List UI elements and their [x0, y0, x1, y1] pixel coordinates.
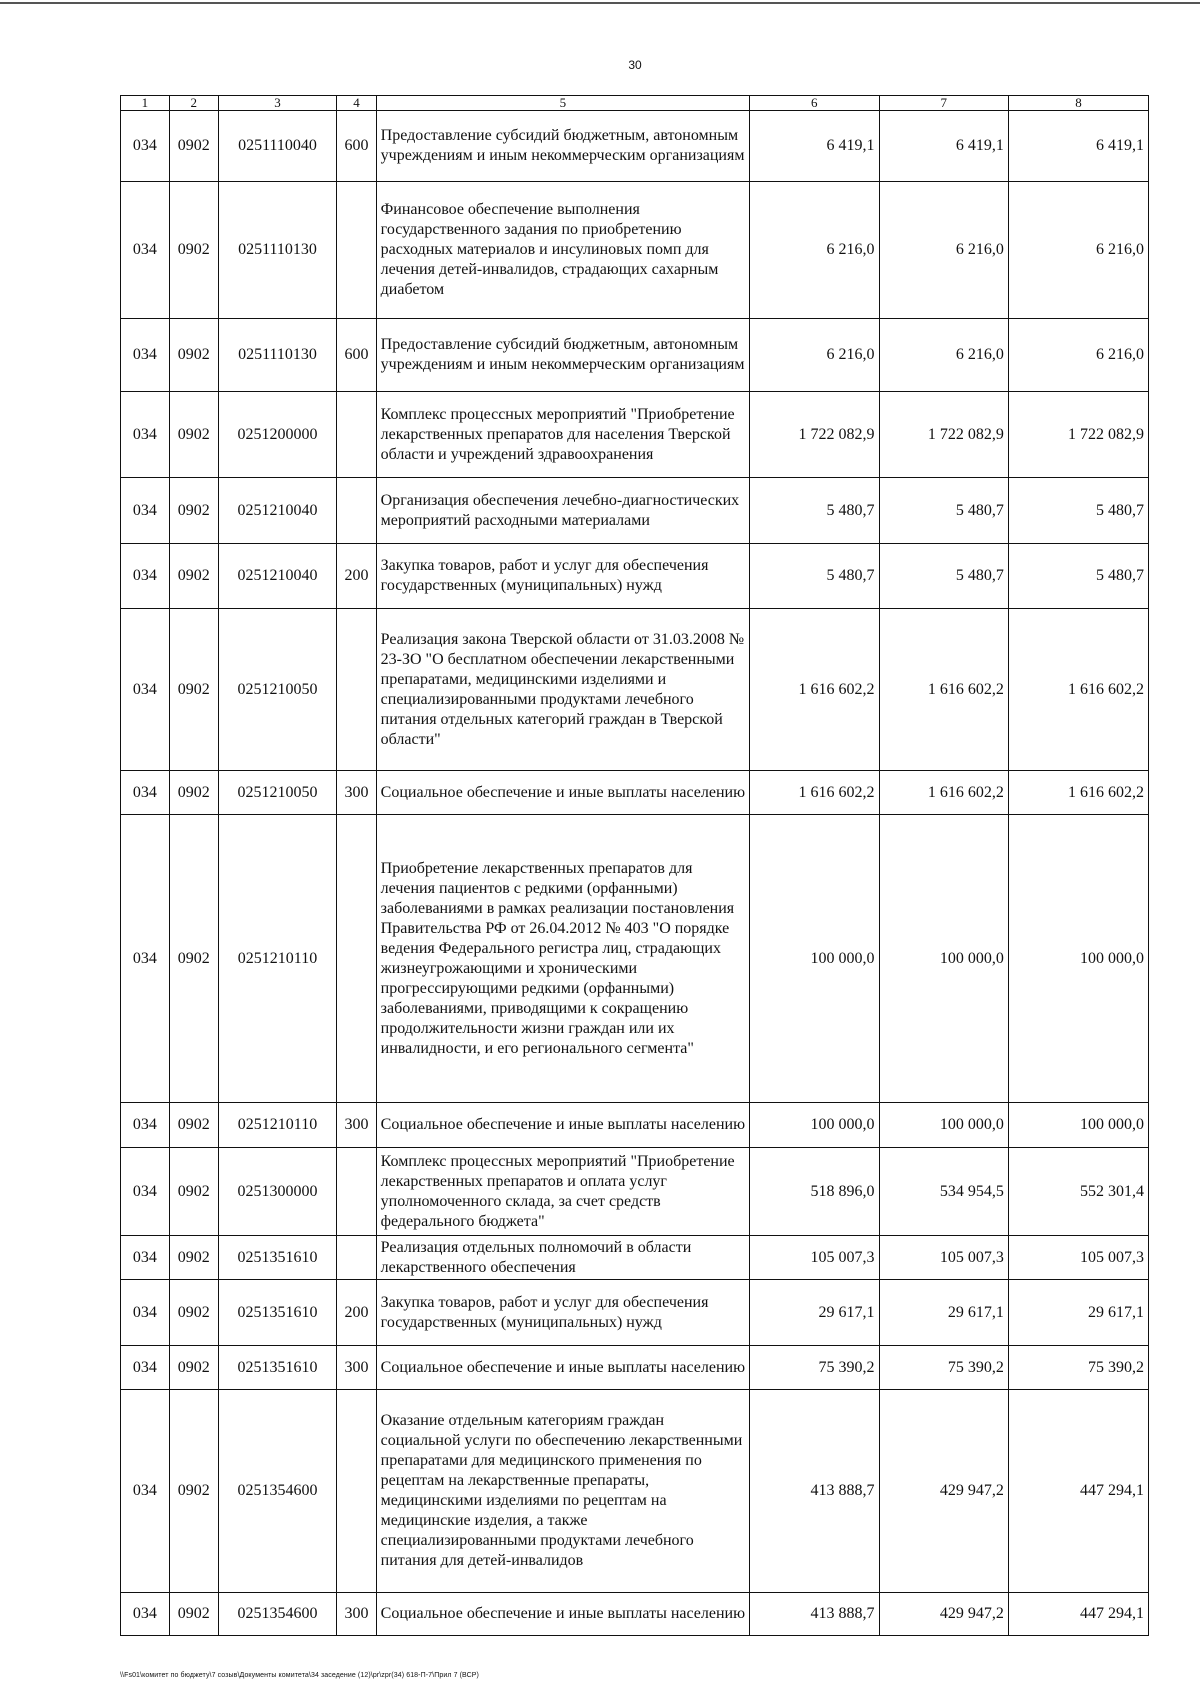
amount-year3-cell: 75 390,2: [1008, 1346, 1148, 1390]
expense-type-cell: [337, 815, 376, 1103]
target-article-cell: 0251210110: [218, 1103, 337, 1148]
target-article-cell: 0251210040: [218, 544, 337, 609]
expense-type-cell: 300: [337, 1103, 376, 1148]
table-row: [121, 392, 1149, 478]
admin-code-cell: 034: [121, 1148, 170, 1236]
amount-year3-cell: 552 301,4: [1008, 1148, 1148, 1236]
amount-year1-cell: 75 390,2: [750, 1346, 879, 1390]
amount-year1-cell: 5 480,7: [750, 544, 879, 609]
section-code-cell: 0902: [169, 609, 218, 771]
amount-year3-cell: 100 000,0: [1008, 1103, 1148, 1148]
expense-type-cell: 600: [337, 111, 376, 182]
table-row: [121, 1390, 1149, 1593]
amount-year2-cell: 1 722 082,9: [879, 392, 1008, 478]
amount-year2-cell: 534 954,5: [879, 1148, 1008, 1236]
amount-year3-cell: 447 294,1: [1008, 1390, 1148, 1593]
admin-code-cell: 034: [121, 182, 170, 319]
section-code-cell: 0902: [169, 544, 218, 609]
amount-year2-cell: 429 947,2: [879, 1390, 1008, 1593]
amount-year1-cell: 29 617,1: [750, 1280, 879, 1346]
expense-type-cell: 300: [337, 771, 376, 815]
amount-year2-cell: 6 419,1: [879, 111, 1008, 182]
amount-year1-cell: 1 616 602,2: [750, 771, 879, 815]
section-code-cell: 0902: [169, 392, 218, 478]
admin-code-cell: 034: [121, 111, 170, 182]
admin-code-cell: 034: [121, 1280, 170, 1346]
expense-type-cell: [337, 1236, 376, 1280]
description-cell: Организация обеспечения лечебно-диагностических мероприятий расходными материалами: [376, 478, 749, 544]
table-header-row: [121, 96, 1149, 111]
table-row: [121, 1593, 1149, 1636]
target-article-cell: 0251351610: [218, 1280, 337, 1346]
amount-year1-cell: 100 000,0: [750, 815, 879, 1103]
section-code-cell: 0902: [169, 771, 218, 815]
expense-type-cell: 200: [337, 1280, 376, 1346]
description-cell: Предоставление субсидий бюджетным, автономным учреждениям и иным некоммерческим организациям: [376, 111, 749, 182]
admin-code-cell: 034: [121, 319, 170, 392]
target-article-cell: 0251351610: [218, 1236, 337, 1280]
expense-type-cell: 600: [337, 319, 376, 392]
column-header: 7: [879, 96, 1008, 111]
table-row: [121, 771, 1149, 815]
amount-year3-cell: 1 616 602,2: [1008, 771, 1148, 815]
amount-year2-cell: 105 007,3: [879, 1236, 1008, 1280]
expense-type-cell: [337, 392, 376, 478]
table-row: [121, 1280, 1149, 1346]
table-row: [121, 1346, 1149, 1390]
amount-year2-cell: 5 480,7: [879, 544, 1008, 609]
table-row: [121, 1236, 1149, 1280]
table-row: [121, 815, 1149, 1103]
target-article-cell: 0251354600: [218, 1593, 337, 1636]
amount-year3-cell: 1 616 602,2: [1008, 609, 1148, 771]
description-cell: Оказание отдельным категориям граждан социальной услуги по обеспечению лекарственными препаратами для медицинского применения по рецептам на лекарственные препараты, медицинскими изделиями по рецептам на медицинские изделия, а также специализированными продуктами лечебного питания для детей-инвалидов: [376, 1390, 749, 1593]
description-cell: Финансовое обеспечение выполнения государственного задания по приобретению расходных материалов и инсулиновых помп для лечения детей-инвалидов, страдающих сахарным диабетом: [376, 182, 749, 319]
target-article-cell: 0251210050: [218, 771, 337, 815]
expense-type-cell: 300: [337, 1593, 376, 1636]
section-code-cell: 0902: [169, 1103, 218, 1148]
column-header: 4: [337, 96, 376, 111]
section-code-cell: 0902: [169, 1148, 218, 1236]
target-article-cell: 0251110130: [218, 182, 337, 319]
amount-year3-cell: 29 617,1: [1008, 1280, 1148, 1346]
target-article-cell: 0251351610: [218, 1346, 337, 1390]
section-code-cell: 0902: [169, 478, 218, 544]
expense-type-cell: [337, 1148, 376, 1236]
table-row: [121, 544, 1149, 609]
amount-year3-cell: 5 480,7: [1008, 544, 1148, 609]
amount-year2-cell: 29 617,1: [879, 1280, 1008, 1346]
section-code-cell: 0902: [169, 1593, 218, 1636]
page-number: 30: [628, 58, 642, 72]
admin-code-cell: 034: [121, 1593, 170, 1636]
table-row: [121, 478, 1149, 544]
admin-code-cell: 034: [121, 1346, 170, 1390]
table-row: [121, 111, 1149, 182]
target-article-cell: 0251200000: [218, 392, 337, 478]
admin-code-cell: 034: [121, 544, 170, 609]
expense-type-cell: [337, 609, 376, 771]
column-header: 5: [376, 96, 749, 111]
description-cell: Социальное обеспечение и иные выплаты населению: [376, 1346, 749, 1390]
amount-year3-cell: 105 007,3: [1008, 1236, 1148, 1280]
admin-code-cell: 034: [121, 1103, 170, 1148]
expense-type-cell: [337, 478, 376, 544]
amount-year1-cell: 6 216,0: [750, 319, 879, 392]
expense-type-cell: [337, 182, 376, 319]
description-cell: Предоставление субсидий бюджетным, автономным учреждениям и иным некоммерческим организациям: [376, 319, 749, 392]
description-cell: Комплекс процессных мероприятий "Приобретение лекарственных препаратов для населения Тверской области и учреждений здравоохранения: [376, 392, 749, 478]
amount-year1-cell: 1 616 602,2: [750, 609, 879, 771]
admin-code-cell: 034: [121, 771, 170, 815]
amount-year3-cell: 6 216,0: [1008, 319, 1148, 392]
amount-year2-cell: 75 390,2: [879, 1346, 1008, 1390]
scan-top-rule: [0, 2, 1200, 4]
amount-year3-cell: 5 480,7: [1008, 478, 1148, 544]
expense-type-cell: 200: [337, 544, 376, 609]
section-code-cell: 0902: [169, 182, 218, 319]
target-article-cell: 0251354600: [218, 1390, 337, 1593]
target-article-cell: 0251110130: [218, 319, 337, 392]
section-code-cell: 0902: [169, 319, 218, 392]
amount-year2-cell: 6 216,0: [879, 182, 1008, 319]
table-row: [121, 1148, 1149, 1236]
section-code-cell: 0902: [169, 1236, 218, 1280]
column-header: 3: [218, 96, 337, 111]
admin-code-cell: 034: [121, 609, 170, 771]
table-row: [121, 609, 1149, 771]
amount-year2-cell: 1 616 602,2: [879, 609, 1008, 771]
column-header: 1: [121, 96, 170, 111]
footer-file-path: \\Fs01\комитет по бюджету\7 созыв\Документы комитета\34 заседение (12)\pr\zpr(34) 618-П-7\Прил 7 (ВСР): [120, 1672, 479, 1679]
amount-year1-cell: 518 896,0: [750, 1148, 879, 1236]
amount-year1-cell: 413 888,7: [750, 1390, 879, 1593]
admin-code-cell: 034: [121, 478, 170, 544]
amount-year3-cell: 6 216,0: [1008, 182, 1148, 319]
amount-year2-cell: 100 000,0: [879, 1103, 1008, 1148]
expense-type-cell: 300: [337, 1346, 376, 1390]
description-cell: Социальное обеспечение и иные выплаты населению: [376, 1103, 749, 1148]
budget-table: [120, 95, 1149, 1636]
table-row: [121, 1103, 1149, 1148]
section-code-cell: 0902: [169, 1346, 218, 1390]
description-cell: Социальное обеспечение и иные выплаты населению: [376, 1593, 749, 1636]
table-row: [121, 182, 1149, 319]
admin-code-cell: 034: [121, 815, 170, 1103]
target-article-cell: 0251300000: [218, 1148, 337, 1236]
column-header: 6: [750, 96, 879, 111]
amount-year1-cell: 413 888,7: [750, 1593, 879, 1636]
amount-year3-cell: 100 000,0: [1008, 815, 1148, 1103]
amount-year2-cell: 100 000,0: [879, 815, 1008, 1103]
table-row: [121, 319, 1149, 392]
amount-year1-cell: 1 722 082,9: [750, 392, 879, 478]
amount-year2-cell: 1 616 602,2: [879, 771, 1008, 815]
amount-year2-cell: 429 947,2: [879, 1593, 1008, 1636]
admin-code-cell: 034: [121, 1390, 170, 1593]
amount-year1-cell: 5 480,7: [750, 478, 879, 544]
target-article-cell: 0251110040: [218, 111, 337, 182]
section-code-cell: 0902: [169, 1390, 218, 1593]
amount-year2-cell: 5 480,7: [879, 478, 1008, 544]
amount-year1-cell: 100 000,0: [750, 1103, 879, 1148]
amount-year1-cell: 6 419,1: [750, 111, 879, 182]
target-article-cell: 0251210050: [218, 609, 337, 771]
description-cell: Закупка товаров, работ и услуг для обеспечения государственных (муниципальных) нужд: [376, 1280, 749, 1346]
description-cell: Социальное обеспечение и иные выплаты населению: [376, 771, 749, 815]
amount-year2-cell: 6 216,0: [879, 319, 1008, 392]
amount-year1-cell: 105 007,3: [750, 1236, 879, 1280]
admin-code-cell: 034: [121, 392, 170, 478]
amount-year3-cell: 1 722 082,9: [1008, 392, 1148, 478]
description-cell: Реализация закона Тверской области от 31.03.2008 № 23-ЗО "О бесплатном обеспечении лекарственными препаратами, медицинскими изделиями и специализированными продуктами лечебного питания отдельных категорий граждан в Тверской области": [376, 609, 749, 771]
amount-year3-cell: 6 419,1: [1008, 111, 1148, 182]
section-code-cell: 0902: [169, 815, 218, 1103]
column-header: 2: [169, 96, 218, 111]
section-code-cell: 0902: [169, 111, 218, 182]
target-article-cell: 0251210040: [218, 478, 337, 544]
description-cell: Приобретение лекарственных препаратов для лечения пациентов с редкими (орфанными) заболеваниями в рамках реализации постановления Правительства РФ от 26.04.2012 № 403 "О порядке ведения Федерального регистра лиц, страдающих жизнеугрожающими и хроническими прогрессирующими редкими (орфанными) заболеваниями, приводящими к сокращению продолжительности жизни граждан или их инвалидности, и его регионального сегмента": [376, 815, 749, 1103]
description-cell: Реализация отдельных полномочий в области лекарственного обеспечения: [376, 1236, 749, 1280]
description-cell: Закупка товаров, работ и услуг для обеспечения государственных (муниципальных) нужд: [376, 544, 749, 609]
expense-type-cell: [337, 1390, 376, 1593]
amount-year1-cell: 6 216,0: [750, 182, 879, 319]
column-header: 8: [1008, 96, 1148, 111]
amount-year3-cell: 447 294,1: [1008, 1593, 1148, 1636]
target-article-cell: 0251210110: [218, 815, 337, 1103]
section-code-cell: 0902: [169, 1280, 218, 1346]
admin-code-cell: 034: [121, 1236, 170, 1280]
description-cell: Комплекс процессных мероприятий "Приобретение лекарственных препаратов и оплата услуг уполномоченного склада, за счет средств федерального бюджета": [376, 1148, 749, 1236]
